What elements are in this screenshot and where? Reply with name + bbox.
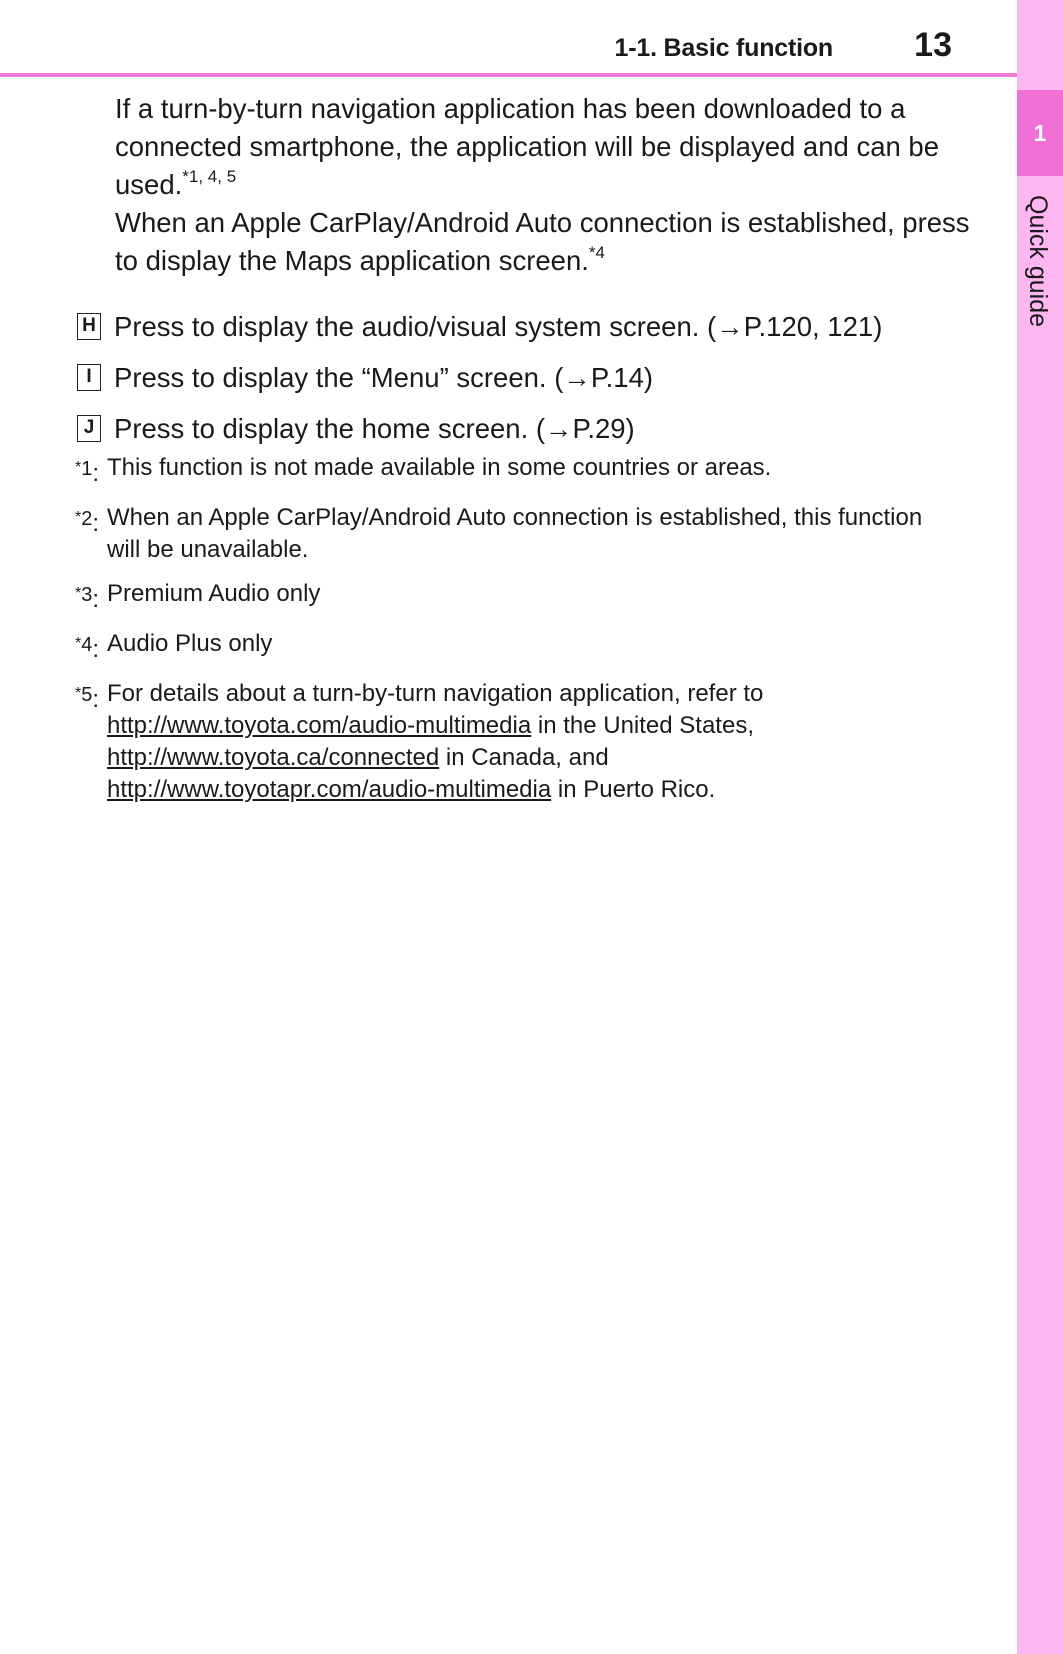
callout-key-j: J	[77, 415, 101, 442]
footnote-5-after-1: in the United States,	[531, 712, 754, 739]
intro-paragraph-2-text: When an Apple CarPlay/Android Auto connection is established, press to display the Maps application screen.	[115, 207, 970, 276]
callout-key-i: I	[77, 364, 101, 391]
footnote-5	[75, 678, 955, 806]
footnote-text: Audio Plus only	[107, 630, 273, 657]
page-number: 13	[914, 26, 952, 64]
intro-paragraph-1-text: If a turn-by-turn navigation application has been downloaded to a connected smartphone, the application will be displayed and can be used.	[115, 93, 940, 200]
header-divider	[0, 73, 1017, 77]
footnote-5-after-3: in Puerto Rico.	[551, 776, 716, 803]
footnote-3	[75, 578, 955, 616]
callout-key-h: H	[77, 313, 101, 340]
link-toyota-canada[interactable]: http://www.toyota.ca/connected	[107, 744, 440, 771]
chapter-label: Quick guide	[1024, 195, 1052, 328]
footnote-1	[75, 452, 955, 490]
chapter-number-tab[interactable]: 1	[1017, 90, 1063, 176]
section-title: 1-1. Basic function	[614, 34, 833, 62]
footnote-2	[75, 502, 955, 566]
link-toyota-us[interactable]: http://www.toyota.com/audio-multimedia	[107, 712, 532, 739]
intro-paragraph-2	[115, 204, 985, 280]
footnote-marker: $^{*2}$:	[75, 508, 100, 537]
footnote-marker: $^{*1}$:	[75, 458, 100, 487]
footnote-marker: $^{*5}$:	[75, 684, 100, 713]
footnote-5-after-2: in Canada, and	[439, 744, 609, 771]
intro-paragraph-1	[115, 90, 985, 204]
footnote-text: When an Apple CarPlay/Android Auto connection is established, this function will be unavailable.	[107, 504, 923, 563]
callout-text: Press to display the home screen. (→P.29)	[114, 412, 635, 444]
link-toyota-puerto-rico[interactable]: http://www.toyotapr.com/audio-multimedia	[107, 776, 552, 803]
footnote-marker: $^{*4}$:	[75, 634, 100, 663]
footnote-text: This function is not made available in some countries or areas.	[107, 454, 772, 481]
callout-item	[77, 301, 977, 352]
callout-list	[77, 301, 977, 454]
intro-text	[115, 90, 985, 280]
page-header	[0, 0, 1017, 76]
footnote-refs-1: *1, 4, 5	[182, 167, 237, 186]
callout-text: Press to display the “Menu” screen. (→P.14)	[114, 361, 654, 393]
footnote-4	[75, 628, 955, 666]
footnote-text	[107, 678, 763, 806]
footnote-marker: $^{*3}$:	[75, 584, 100, 613]
chapter-side-tab	[1017, 0, 1063, 1654]
footnote-refs-2: *4	[588, 243, 605, 262]
footnote-text: Premium Audio only	[107, 580, 321, 607]
footnote-5-intro: For details about a turn-by-turn navigation application, refer to	[107, 680, 764, 707]
callout-item	[77, 403, 977, 454]
callout-text: Press to display the audio/visual system screen. (→P.120, 121)	[114, 310, 883, 342]
footnotes	[75, 452, 955, 818]
callout-item	[77, 352, 977, 403]
